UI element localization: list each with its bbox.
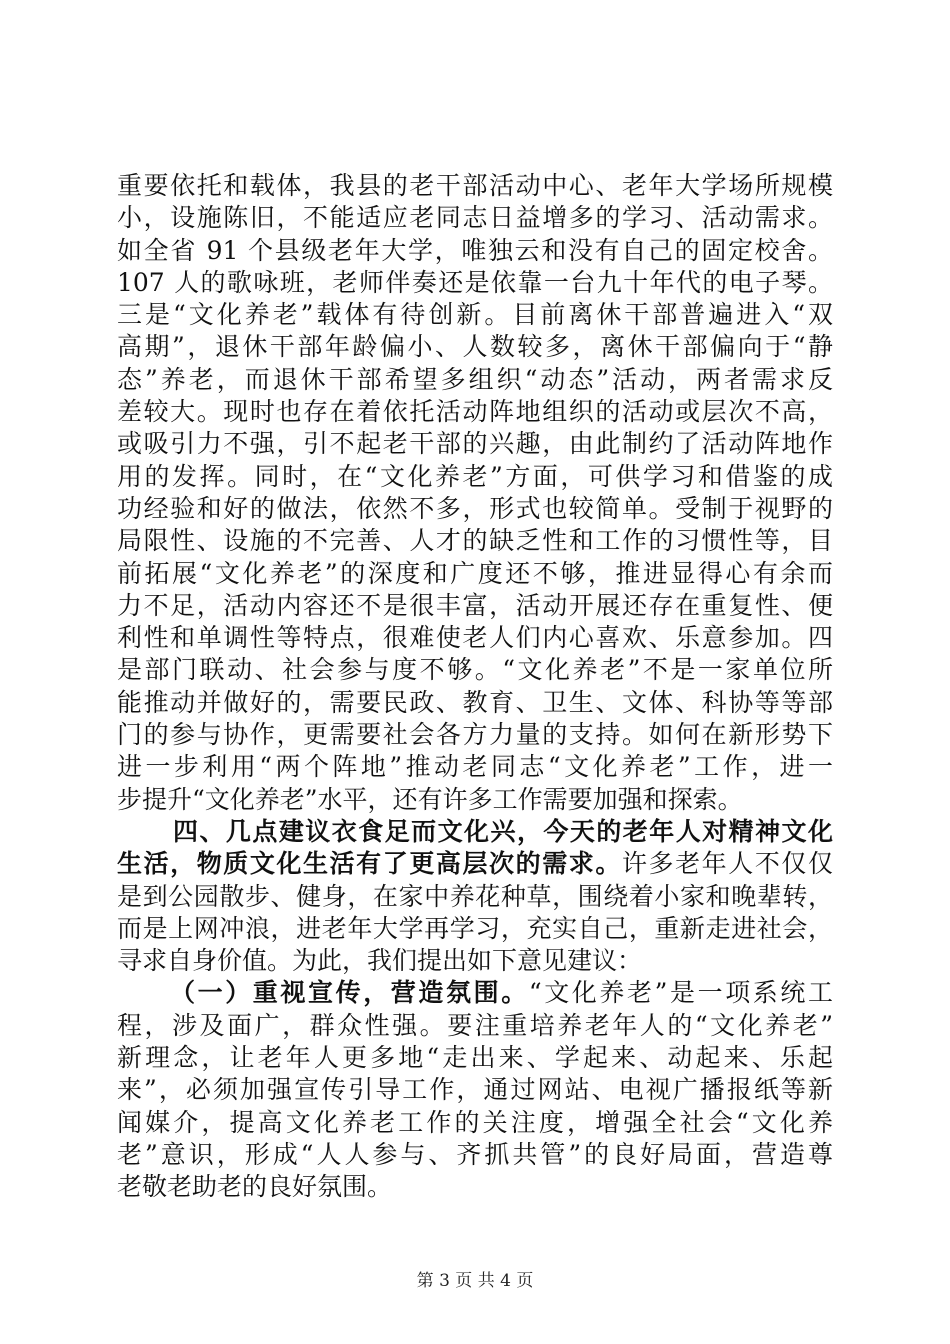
text-line: 闻媒介，提高文化养老工作的关注度，增强全社会“文化养 <box>117 1107 833 1137</box>
subsection-heading-text: （一）重视宣传，营造氛围。 <box>170 978 529 1008</box>
text-line: 或吸引力不强，引不起老干部的兴趣，由此制约了活动阵地作 <box>117 429 833 459</box>
text-line: 小，设施陈旧，不能适应老同志日益增多的学习、活动需求。 <box>117 203 833 233</box>
text-line: 程，涉及面广，群众性强。要注重培养老年人的“文化养老” <box>117 1010 833 1040</box>
section-heading-continued: 生活，物质文化生活有了更高层次的需求。 <box>117 849 622 879</box>
text-line: 高期”，退休干部年龄偏小、人数较多，离休干部偏向于“静 <box>117 332 833 362</box>
body-text <box>117 170 833 1204</box>
text-line: 重要依托和载体，我县的老干部活动中心、老年大学场所规模 <box>117 171 833 200</box>
text-line: 步提升“文化养老”水平，还有许多工作需要加强和探索。 <box>117 784 743 814</box>
text-line: 新理念，让老年人更多地“走出来、学起来、动起来、乐起 <box>117 1043 833 1073</box>
section-heading-text: 四、几点建议衣食足而文化兴，今天的老年人对精神文化 <box>173 816 833 846</box>
page-footer <box>0 1270 950 1292</box>
text-line: 力不足，活动内容还不是很丰富，活动开展还存在重复性、便 <box>117 590 833 620</box>
text-line: 三是“文化养老”载体有待创新。目前离休干部普遍进入“双 <box>117 300 833 330</box>
text-line: 差较大。现时也存在着依托活动阵地组织的活动或层次不高， <box>117 397 833 427</box>
text-line: 功经验和好的做法，依然不多，形式也较简单。受制于视野的 <box>117 493 833 523</box>
text-line: 局限性、设施的不完善、人才的缺乏性和工作的习惯性等，目 <box>117 526 833 556</box>
text-line: 来”，必须加强宣传引导工作，通过网站、电视广播报纸等新 <box>117 1075 833 1105</box>
text-line <box>117 848 833 880</box>
text-line: 而是上网冲浪，进老年大学再学习，充实自己，重新走进社会， <box>117 913 833 943</box>
subsection-heading-1 <box>117 977 833 1009</box>
paragraph-text: “文化养老”是一项系统工 <box>528 978 834 1008</box>
text-line: 老”意识，形成“人人参与、齐抓共管”的良好局面，营造尊 <box>117 1139 833 1169</box>
text-line: 老敬老助老的良好氛围。 <box>117 1172 393 1202</box>
text-line: 利性和单调性等特点，很难使老人们内心喜欢、乐意参加。四 <box>117 623 833 653</box>
text-line: 态”养老，而退休干部希望多组织“动态”活动，两者需求反 <box>117 364 833 394</box>
text-line: 门的参与协作，更需要社会各方力量的支持。如何在新形势下 <box>117 720 833 750</box>
text-line: 用的发挥。同时，在“文化养老”方面，可供学习和借鉴的成 <box>117 461 833 491</box>
text-line: 107 人的歌咏班，老师伴奏还是依靠一台九十年代的电子琴。 <box>117 267 833 297</box>
page-number: 第 3 页 共 4 页 <box>416 1271 534 1291</box>
text-line: 如全省 91 个县级老年大学，唯独云和没有自己的固定校舍。 <box>117 235 833 265</box>
section-heading-4 <box>117 816 833 848</box>
text-line: 是部门联动、社会参与度不够。“文化养老”不是一家单位所 <box>117 655 833 685</box>
text-line: 是到公园散步、健身，在家中养花种草，围绕着小家和晚辈转， <box>117 881 833 911</box>
paragraph-text: 许多老年人不仅仅 <box>621 849 833 879</box>
text-line: 前拓展“文化养老”的深度和广度还不够，推进显得心有余而 <box>117 558 833 588</box>
text-line: 寻求自身价值。为此，我们提出如下意见建议： <box>117 946 643 976</box>
text-line: 能推动并做好的，需要民政、教育、卫生、文体、科协等等部 <box>117 687 833 717</box>
text-line: 进一步利用“两个阵地”推动老同志“文化养老”工作，进一 <box>117 752 833 782</box>
